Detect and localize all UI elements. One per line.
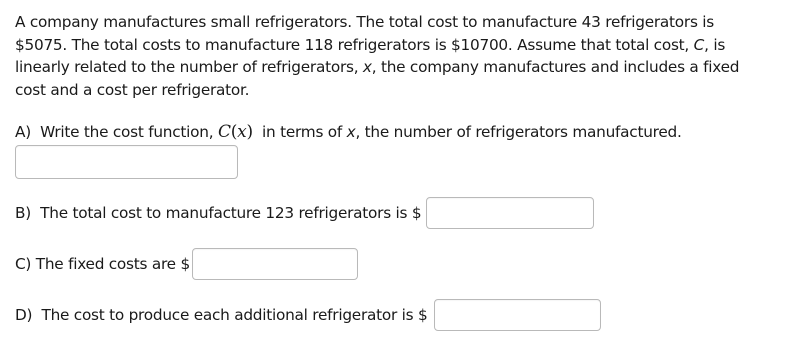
problem-line-2 (15, 34, 785, 57)
problem-line-4: cost and a cost per refrigerator. (15, 80, 250, 99)
problem-line-3-end: , the company manufactures and includes a fixed (371, 58, 740, 76)
func-open-paren: ( (230, 122, 238, 142)
problem-line-2-text: $5075. The total costs to manufacture 118 refrigerators is $10700. Assume that total cost, (15, 35, 694, 54)
problem-line-3 (15, 56, 785, 79)
problem-statement (15, 11, 785, 101)
part-b-question (15, 199, 421, 227)
func-name: C (217, 122, 231, 142)
cost-function-notation (218, 122, 253, 142)
part-d-label: D) The cost to produce each additional refrigerator is $ (15, 306, 428, 324)
func-close-paren: ) (246, 122, 253, 142)
variable-c: C (693, 35, 705, 54)
problem-line-2-end: , is (704, 35, 726, 54)
problem-line-1: A company manufactures small refrigerators. The total cost to manufacture 43 refrigerators is (15, 13, 715, 31)
part-a-question (15, 120, 682, 144)
variable-x: x (362, 58, 372, 76)
part-a-variable-x: x (346, 123, 356, 141)
part-d-question (15, 301, 427, 329)
part-a-label: A) Write the cost function, (15, 123, 218, 141)
answer-box-c[interactable] (192, 248, 358, 280)
answer-box-a[interactable] (15, 145, 238, 179)
problem-line-3-start: linearly related to the number of refrigerators, (15, 58, 363, 76)
part-a-mid: in terms of (252, 123, 347, 141)
part-c-label: C) The fixed costs are $ (15, 255, 190, 273)
part-a-end: , the number of refrigerators manufactured. (355, 123, 682, 141)
func-var: x (237, 122, 247, 142)
part-c-question (15, 250, 190, 278)
answer-box-b[interactable] (426, 197, 594, 229)
part-b-label: B) The total cost to manufacture 123 refrigerators is $ (15, 204, 422, 222)
answer-box-d[interactable] (434, 299, 601, 331)
